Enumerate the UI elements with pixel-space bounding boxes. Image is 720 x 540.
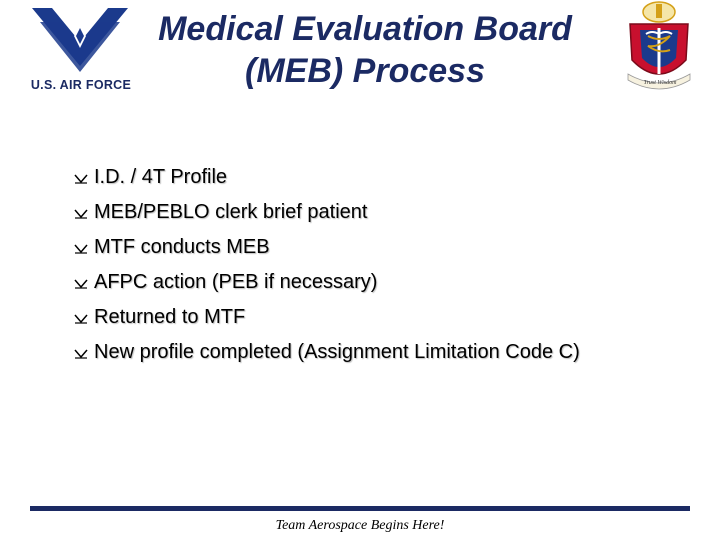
footer-tagline: Team Aerospace Begins Here! <box>275 518 445 533</box>
bullet-text: Returned to MTF <box>94 306 246 328</box>
check-bullet-icon <box>74 207 90 219</box>
list-item <box>74 300 580 335</box>
list-item <box>74 335 580 370</box>
bullet-text: MEB/PEBLO clerk brief patient <box>94 201 368 223</box>
bullet-list <box>74 160 580 370</box>
list-item <box>74 195 580 230</box>
footer-divider <box>30 506 690 511</box>
title-line-1: Medical Evaluation Board <box>158 10 572 48</box>
crest-motto: Trust Wisdom <box>643 80 677 86</box>
list-item <box>74 160 580 195</box>
bullet-text: New profile completed (Assignment Limitation Code C) <box>94 341 580 363</box>
title-line-2: (MEB) Process <box>245 52 485 90</box>
air-force-logo <box>20 2 140 94</box>
check-bullet-icon <box>74 277 90 289</box>
bullet-text: I.D. / 4T Profile <box>94 166 228 188</box>
check-bullet-icon <box>74 172 90 184</box>
air-force-symbol-icon <box>32 2 128 74</box>
list-item <box>74 265 580 300</box>
check-bullet-icon <box>74 312 90 324</box>
list-item <box>74 230 580 265</box>
logo-wordmark: U.S. AIR FORCE <box>30 78 132 92</box>
check-bullet-icon <box>74 347 90 359</box>
bullet-text: AFPC action (PEB if necessary) <box>94 271 378 293</box>
check-bullet-icon <box>74 242 90 254</box>
bullet-text: MTF conducts MEB <box>94 236 270 258</box>
slide-title <box>140 8 590 92</box>
